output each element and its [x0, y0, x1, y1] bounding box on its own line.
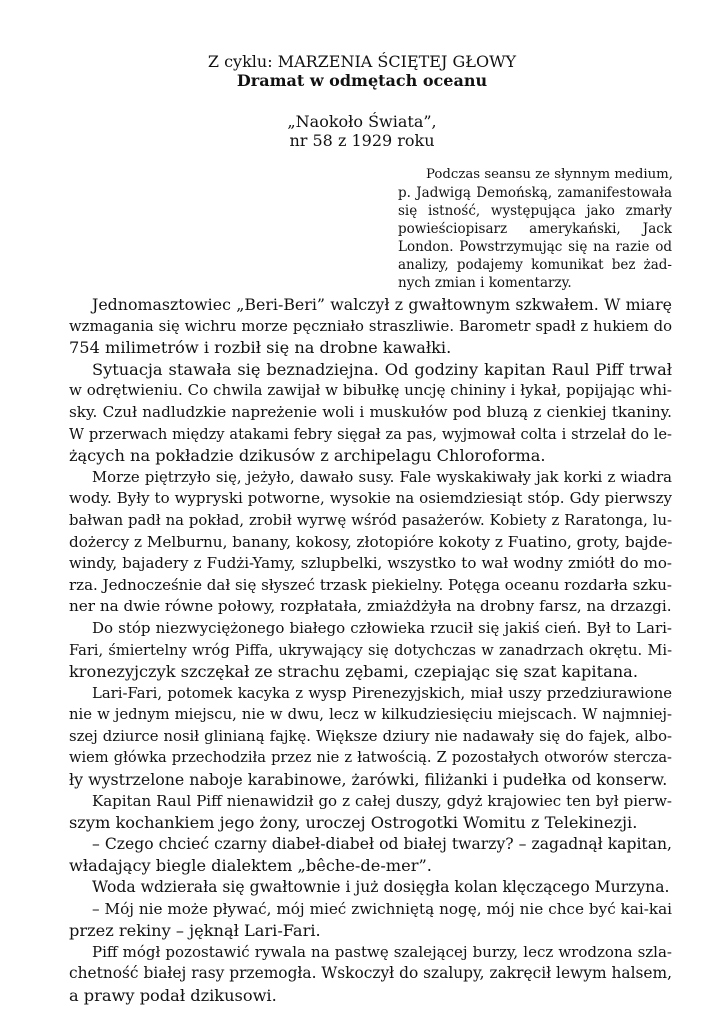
- body-line: rza. Jednocześnie dał się słyszeć trzask piekielny. Potęga oceanu rozdarła szku-: [69, 575, 672, 594]
- body-line: a prawy podał dzikusowi.: [69, 986, 277, 1005]
- editorial-intro: [398, 166, 672, 292]
- body-line: przez rekiny – jęknął Lari-Fari.: [69, 921, 321, 941]
- cycle-heading: Z cyklu: MARZENIA ŚCIĘTEJ GŁOWY: [207, 52, 517, 71]
- intro-line: analizy, podajemy komunikat bez żad-: [398, 257, 672, 273]
- body-line: dożercy z Melburnu, banany, kokosy, złotopióre kokoty z Fuatino, groty, bajde-: [69, 532, 673, 551]
- source-issue: nr 58 z 1929 roku: [289, 131, 435, 150]
- body-line: w odrętwieniu. Co chwila zawijał w bibułkę uncję chininy i łykał, popijając whi-: [69, 381, 672, 400]
- body-line: żących na pokładzie dzikusów z archipelagu Chloroforma.: [69, 446, 546, 466]
- body-line: Do stóp niezwyciężonego białego człowieka rzucił się jakiś cień. Był to Lari-: [92, 618, 672, 637]
- intro-line: nych zmian i komentarzy.: [398, 275, 572, 291]
- story-title: Dramat w odmętach oceanu: [236, 71, 488, 90]
- body-line: nie w jednym miejscu, nie w dwu, lecz w kilkudziesięciu miejscach. W najmniej-: [69, 706, 672, 724]
- body-line: Kapitan Raul Piff nienawidził go z całej duszy, gdyż krajowiec ten był pierw-: [92, 791, 672, 810]
- body-line: – Mój nie może pływać, mój mieć zwichniętą nogę, mój nie chce być kai-kai: [92, 899, 672, 918]
- body-line: ner na dwie równe połowy, rozpłatała, zmiażdżyła na drobny farsz, na drzazgi.: [69, 597, 672, 616]
- intro-line: London. Powstrzymując się na razie od: [398, 239, 672, 255]
- intro-line: p. Jadwigą Demońską, zamanifestowała: [398, 185, 672, 201]
- body-line: Woda wdzierała się gwałtownie i już dosięgła kolan klęczącego Murzyna.: [92, 878, 670, 897]
- body-line: bałwan padł na pokład, zrobił wyrwę wśród pasażerów. Kobiety z Raratonga, lu-: [69, 511, 672, 529]
- body-line: wzmagania się wichru morze pęczniało straszliwie. Barometr spadł z hukiem do: [69, 317, 672, 335]
- body-line: – Czego chcieć czarny diabeł-diabeł od białej twarzy? – zagadnął kapitan,: [92, 834, 672, 853]
- body-line: sky. Czuł nadludzkie napreżenie woli i muskułów pod bluzą z cienkiej tkaniny.: [69, 402, 672, 421]
- body-line: Sytuacja stawała się beznadziejna. Od godziny kapitan Raul Piff trwał: [92, 359, 672, 379]
- intro-line: się istność, występująca jako zmarły: [398, 203, 672, 219]
- body-line: szym kochankiem jego żony, uroczej Ostrogotki Womitu z Telekinezji.: [69, 813, 638, 833]
- body-line: Jednomasztowiec „Beri-Beri” walczył z gwałtownym szkwałem. W miarę: [92, 295, 672, 314]
- body-line: wiem główka przechodziła przez nie z łatwością. Z pozostałych otworów stercza-: [69, 749, 672, 767]
- body-line: chetność białej rasy przemogła. Wskoczył do szalupy, zakręcił lewym halsem,: [69, 964, 672, 983]
- intro-line: powieściopisarz amerykański, Jack: [398, 221, 672, 237]
- body-line: 754 milimetrów i rozbił się na drobne kawałki.: [69, 338, 452, 358]
- body-line: Lari-Fari, potomek kacyka z wysp Pirenezyjskich, miał uszy przedziurawione: [92, 684, 672, 702]
- intro-line: Podczas seansu ze słynnym medium,: [426, 167, 674, 182]
- body-line: władający biegle dialektem „bêche-de-mer”.: [69, 856, 432, 876]
- body-line: wody. Były to wypryski potworne, wysokie na osiemdziesiąt stóp. Gdy pierwszy: [69, 489, 672, 508]
- body-line: Piff mógł pozostawić rywala na pastwę szalejącej burzy, lecz wrodzona szla-: [92, 942, 672, 961]
- body-line: szej dziurce nosił glinianą fajkę. Większe dziury nie nadawały się do fajek, albo-: [69, 727, 672, 745]
- body-line: Morze piętrzyło się, jeżyło, dawało susy. Fale wyskakiwały jak korki z wiadra: [92, 468, 672, 486]
- body-line: ły wystrzelone naboje karabinowe, żarówki, filiżanki i pudełka od konserw.: [69, 770, 668, 790]
- story-body: [69, 294, 672, 1007]
- source-publication: „Naokoło Świata”,: [287, 112, 437, 131]
- body-line: kronezyjczyk szczękał ze strachu zębami, czepiając się szat kapitana.: [69, 662, 638, 682]
- body-line: windy, bajadery z Fudżi-Yamy, szlupbelki, wszystko to wał wodny zmiótł do mo-: [69, 554, 672, 573]
- body-line: W przerwach między atakami febry sięgał za pas, wyjmował colta i strzelał do le-: [69, 425, 672, 443]
- body-line: Fari, śmiertelny wróg Piffa, ukrywający się dotychczas w zanadrzach okrętu. Mi-: [69, 641, 672, 659]
